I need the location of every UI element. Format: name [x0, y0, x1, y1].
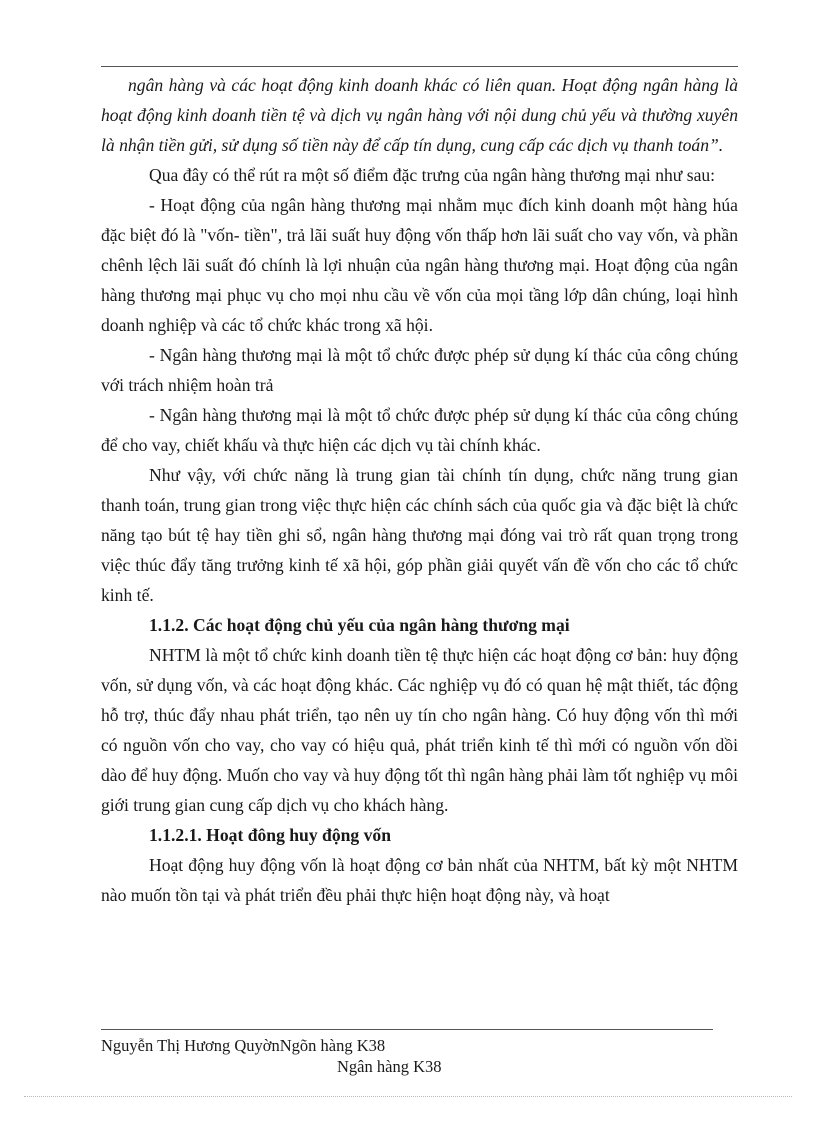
- body-paragraph: Như vậy, với chức năng là trung gian tài chính tín dụng, chức năng trung gian thanh toán, trung gian trong việc thực hiện các chính sách của quốc gia và đặc biệt là chức năng tạo bút tệ hay tiền ghi sổ, ngân hàng thương mại đóng vai trò rất quan trọng trong việc thúc đẩy tăng trưởng kinh tế xã hội, góp phần giải quyết vấn đề vốn cho các tổ chức kinh tế.: [101, 465, 738, 605]
- footer-class: Ngân hàng K38: [337, 1057, 442, 1076]
- header-rule: [101, 66, 738, 67]
- footer-rule: [101, 1029, 713, 1030]
- bullet-paragraph: - Ngân hàng thương mại là một tổ chức được phép sử dụng kí thác của công chúng để cho vay, chiết khấu và thực hiện các dịch vụ tài chính khác.: [101, 405, 738, 455]
- bullet-paragraph: - Ngân hàng thương mại là một tổ chức được phép sử dụng kí thác của công chúng với trách nhiệm hoàn trả: [101, 345, 738, 395]
- page-boundary: [24, 1096, 792, 1097]
- quote-paragraph: ngân hàng và các hoạt động kinh doanh khác có liên quan. Hoạt động ngân hàng là hoạt động kinh doanh tiền tệ và dịch vụ ngân hàng với nội dung chủ yếu và thường xuyên là nhận tiền gửi, sử dụng số tiền này để cấp tín dụng, cung cấp các dịch vụ thanh toán”.: [101, 75, 738, 155]
- body-paragraph: Qua đây có thể rút ra một số điểm đặc trưng của ngân hàng thương mại như sau:: [149, 165, 716, 185]
- subsection-heading: 1.1.2.1. Hoạt đông huy động vốn: [149, 825, 391, 845]
- footer-author: Nguyễn Thị Hương QuyờnNgõn hàng K38: [101, 1036, 386, 1055]
- body-paragraph: Hoạt động huy động vốn là hoạt động cơ bản nhất của NHTM, bất kỳ một NHTM nào muốn tồn tại và phát triển đều phải thực hiện hoạt động này, và hoạt: [101, 855, 738, 905]
- document-body: [101, 70, 738, 910]
- page-footer: [101, 1035, 713, 1077]
- section-heading: 1.1.2. Các hoạt động chủ yếu của ngân hàng thương mại: [149, 615, 570, 635]
- body-paragraph: NHTM là một tổ chức kinh doanh tiền tệ thực hiện các hoạt động cơ bản: huy động vốn, sử dụng vốn, và các hoạt động khác. Các nghiệp vụ đó có quan hệ mật thiết, tác động hỗ trợ, thúc đẩy nhau phát triển, tạo nên uy tín cho ngân hàng. Có huy động vốn thì mới có nguồn vốn cho vay, cho vay có hiệu quả, phát triển kinh tế thì mới có nguồn vốn dồi dào để huy động. Muốn cho vay và huy động tốt thì ngân hàng phải làm tốt nghiệp vụ môi giới trung gian cung cấp dịch vụ cho khách hàng.: [101, 645, 738, 815]
- bullet-paragraph: - Hoạt động của ngân hàng thương mại nhằm mục đích kinh doanh một hàng húa đặc biệt đó là "vốn- tiền", trả lãi suất huy động vốn thấp hơn lãi suất cho vay vốn, và phần chênh lệch lãi suất đó chính là lợi nhuận của ngân hàng thương mại. Hoạt động của ngân hàng thương mại phục vụ cho mọi nhu cầu về vốn của mọi tầng lớp dân chúng, loại hình doanh nghiệp và các tổ chức khác trong xã hội.: [101, 195, 738, 335]
